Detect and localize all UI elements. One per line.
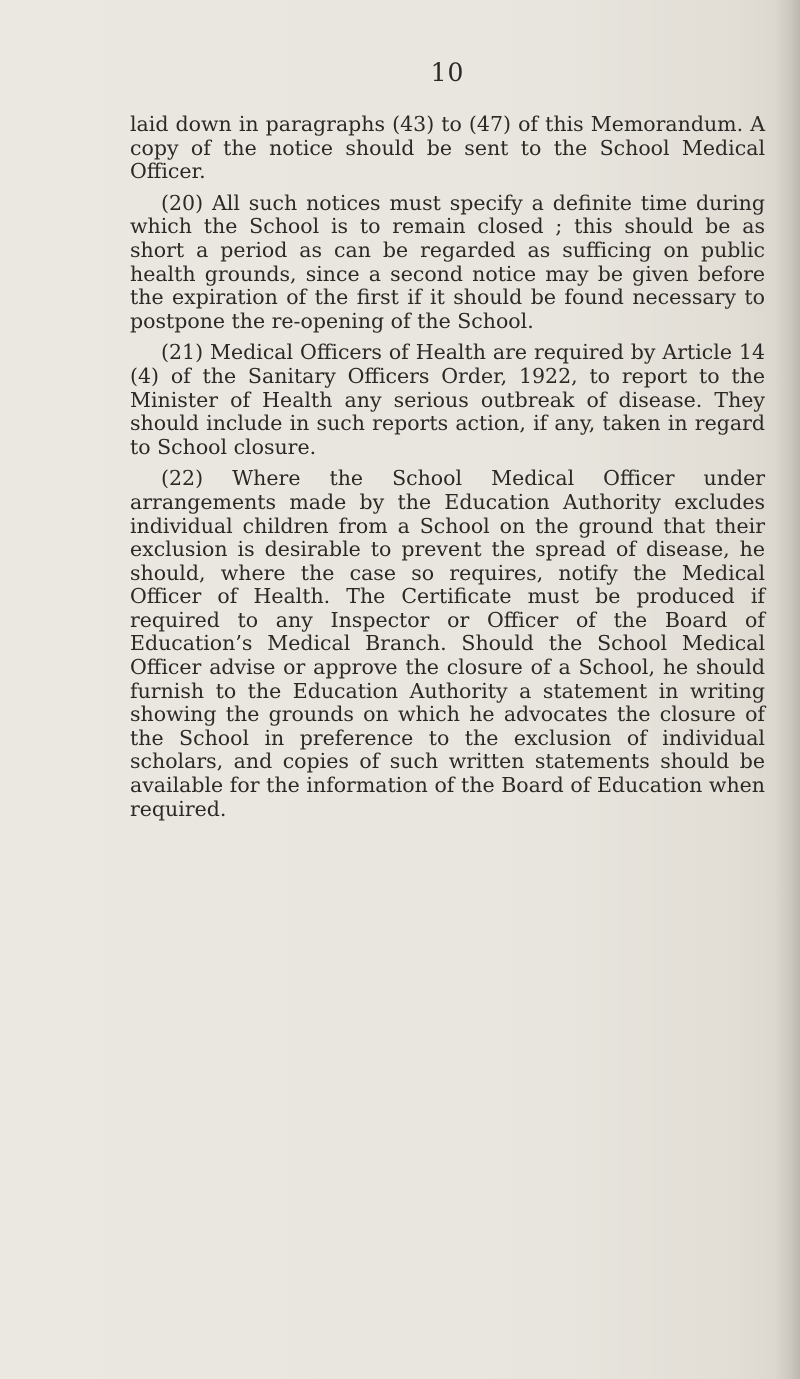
body-text (130, 113, 765, 829)
paragraph-21: (21) Medical Officers of Health are required by Article 14 (4) of the Sanitary Officers Order, 1922, to report to the Minister of Health any serious outbreak of disease. They should include in such reports action, if any, taken in regard to School closure. (130, 340, 765, 459)
paragraph-20: (20) All such notices must specify a definite time during which the School is to remain closed ; this should be as short a period as can be regarded as sufficing on public health grounds, since a second notice may be given before the expiration of the first if it should be found necessary to postpone the re-opening of the School. (130, 190, 765, 333)
page-edge-shadow (774, 0, 800, 1379)
paragraph-22: (22) Where the School Medical Officer under arrangements made by the Education Authority excludes individual children from a School on the ground that their exclusion is desirable to prevent the spread of disease, he should, where the case so requires, notify the Medical Officer of Health. The Certificate must be produced if required to any Inspector or Officer of the Board of Education’s Medical Branch. Should the School Medical Officer advise or approve the closure of a School, he should furnish to the Education Authority a statement in writing showing the grounds on which he advocates the closure of the School in preference to the exclusion of individual scholars, and copies of such written statements should be available for the information of the Board of Education when required. (130, 466, 765, 821)
page-number: 10 (430, 58, 465, 87)
paragraph-continuation: laid down in paragraphs (43) to (47) of this Memorandum. A copy of the notice should be sent to the School Medical Officer. (130, 112, 765, 184)
